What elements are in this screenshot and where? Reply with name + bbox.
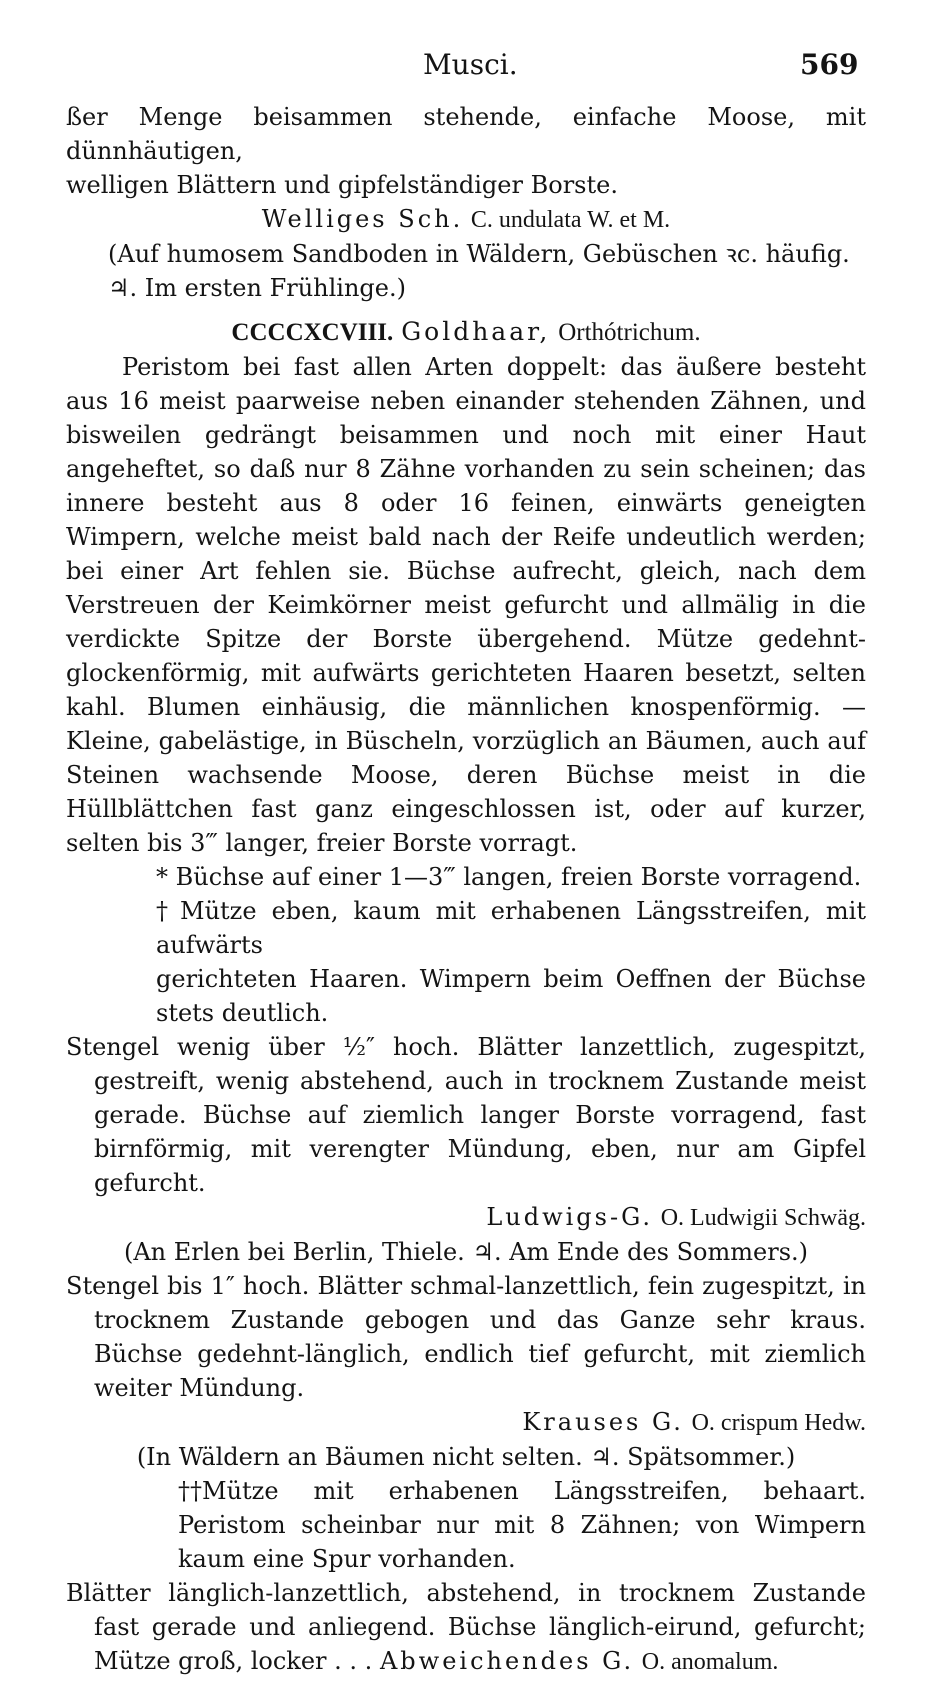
subsection-dagger-cont: gerichteten Haaren. Wimpern beim Oeffnen der Büchse stets deutlich. bbox=[156, 965, 866, 1027]
species-description: Stengel wenig über ½″ hoch. Blätter lanzettlich, zugespitzt, gestreift, wenig abstehend, auch in trocknem Zustande meist gerade. Büchse auf ziemlich langer Borste vorragend, fast birnförmig, mit verengter Mündung, eben, nur am Gipfel gefurcht. bbox=[66, 1033, 866, 1197]
species-description bbox=[66, 1576, 866, 1679]
species-latin-name: O. anomalum. bbox=[641, 1649, 779, 1675]
genus-latin-name: Orthótrichum. bbox=[558, 319, 701, 346]
species-description: Stengel bis 1″ hoch. Blätter schmal-lanzettlich, fein zugespitzt, in trocknem Zustande gebogen und das Ganze sehr kraus. Büchse gedehnt-länglich, endlich tief gefurcht, mit ziemlich weiter Mündung. bbox=[66, 1272, 866, 1402]
running-header bbox=[0, 48, 930, 88]
running-title: Musci. bbox=[423, 48, 518, 81]
habitat-note: (Auf humosem Sandboden in Wäldern, Gebüschen ꝛc. häufig. bbox=[108, 240, 850, 268]
habitat-note: ♃. Im ersten Frühlinge.) bbox=[108, 274, 406, 302]
genus-number: CCCCXCVIII. bbox=[231, 319, 394, 346]
page-body bbox=[66, 100, 866, 1679]
species-latin-name: C. undulata W. et M. bbox=[470, 207, 671, 233]
section-star: * Büchse auf einer 1—3‴ langen, freien Borste vorragend. bbox=[156, 863, 862, 891]
habitat-note: (In Wäldern an Bäumen nicht selten. ♃. Spätsommer.) bbox=[136, 1443, 796, 1471]
species-name-line bbox=[66, 1200, 866, 1235]
genus-common-name: Goldhaar, bbox=[401, 317, 551, 346]
text-line: ßer Menge beisammen stehende, einfache Moose, mit dünnhäutigen, bbox=[66, 103, 866, 165]
species-common-name: Welliges Sch. bbox=[261, 205, 464, 233]
species-description-text: Blätter länglich-lanzettlich, abstehend, in trocknem Zustande fast gerade und anliegend. Büchse länglich-eirund, gefurcht; Mütze groß, locker bbox=[66, 1579, 866, 1675]
species-name-line bbox=[66, 1405, 866, 1440]
dagger-text: Mütze eben, kaum mit erhabenen Längsstreifen, mit aufwärts bbox=[156, 897, 866, 959]
species-latin-name: O. Ludwigii Schwäg. bbox=[660, 1205, 866, 1231]
page-number: 569 bbox=[800, 48, 859, 81]
dagger-symbol: † bbox=[156, 897, 168, 925]
species-latin-name: O. crispum Hedw. bbox=[691, 1410, 866, 1436]
species-common-name: Krauses G. bbox=[522, 1408, 684, 1436]
subsection-dagger bbox=[66, 894, 866, 962]
subsection-double-dagger bbox=[66, 1474, 866, 1576]
habitat-note: (An Erlen bei Berlin, Thiele. ♃. Am Ende des Sommers.) bbox=[123, 1238, 809, 1266]
double-dagger-symbol: †† bbox=[178, 1477, 202, 1505]
double-dagger-text: Mütze mit erhabenen Längsstreifen, behaart. Peristom scheinbar nur mit 8 Zähnen; von Wimpern kaum eine Spur vorhanden. bbox=[178, 1477, 866, 1573]
genus-description: Peristom bei fast allen Arten doppelt: das äußere besteht aus 16 meist paarweise neben einander stehenden Zähnen, und bisweilen gedrängt beisammen und noch mit einer Haut angeheftet, so daß nur 8 Zähne vorhanden zu sein scheinen; das innere besteht aus 8 oder 16 feinen, einwärts geneigten Wimpern, welche meist bald nach der Reife undeutlich werden; bei einer Art fehlen sie. Büchse aufrecht, gleich, nach dem Verstreuen der Keimkörner meist gefurcht und allmälig in die verdickte Spitze der Borste übergehend. Mütze gedehnt-glockenförmig, mit aufwärts gerichteten Haaren besetzt, selten kahl. Blumen einhäusig, die männlichen knospenförmig. — Kleine, gabelästige, in Büscheln, vorzüglich an Bäumen, auch auf Steinen wachsende Moose, deren Büchse meist in die Hüllblättchen fast ganz eingeschlossen ist, oder auf kurzer, selten bis 3‴ langer, freier Borste vorragt. bbox=[66, 353, 866, 857]
species-name-line bbox=[66, 202, 866, 237]
genus-heading bbox=[66, 315, 866, 350]
leader-dots: . . . bbox=[334, 1647, 373, 1675]
text-line: welligen Blättern und gipfelständiger Borste. bbox=[66, 171, 618, 199]
species-common-name: Abweichendes G. bbox=[379, 1647, 635, 1675]
species-common-name: Ludwigs-G. bbox=[486, 1203, 654, 1231]
